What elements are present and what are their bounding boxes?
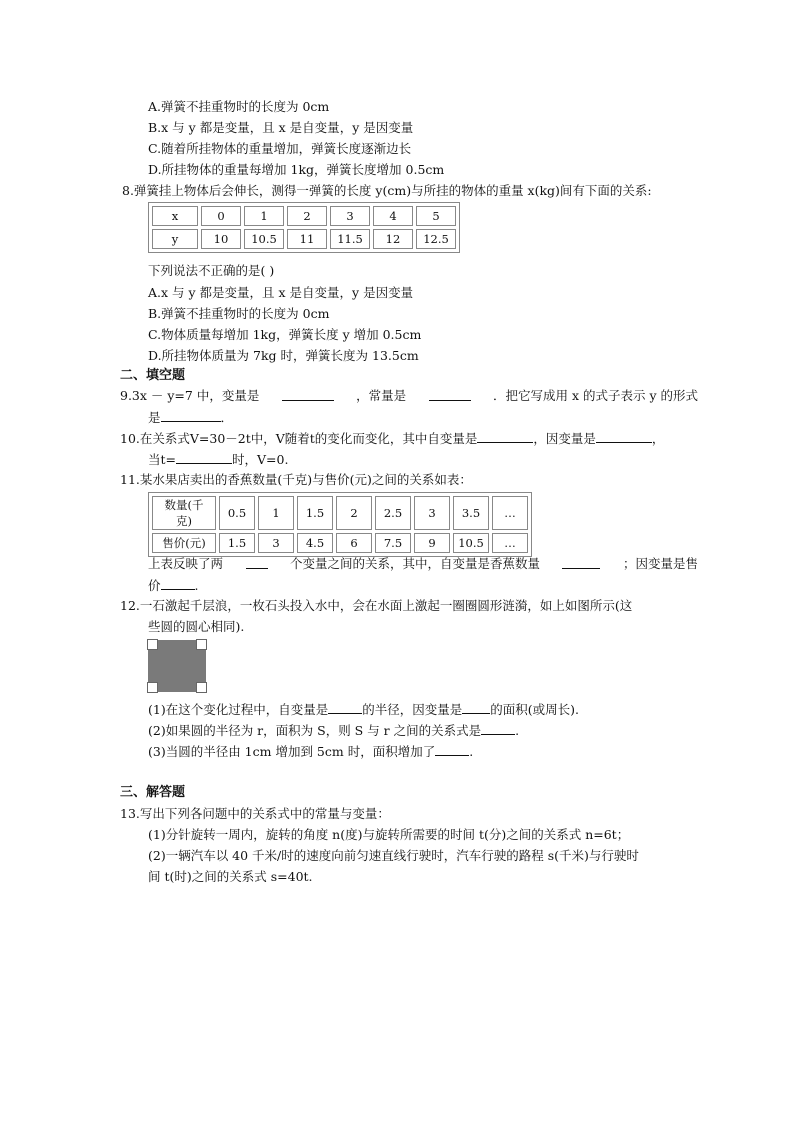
q9-text: 9.3x － y=7 中，变量是 xyxy=(120,388,260,403)
q10-line1 xyxy=(120,429,664,448)
q11-table xyxy=(148,492,532,557)
q12-stem-line2: 些圆的圆心相同). xyxy=(148,619,245,634)
q13-stem: 13.写出下列各问题中的关系式中的常量与变量： xyxy=(120,806,390,821)
table-cell: y xyxy=(152,229,198,249)
answer-blank xyxy=(176,450,232,464)
q11-stem: 11.某水果店卖出的香蕉数量(千克)与售价(元)之间的关系如表： xyxy=(120,472,472,487)
q12-sub2 xyxy=(148,721,519,740)
table-cell: 11 xyxy=(287,229,327,249)
table-cell: 2.5 xyxy=(375,496,411,530)
q11-line2 xyxy=(148,576,199,595)
q11-line1 xyxy=(148,555,698,573)
q12-text: (2)如果圆的半径为 r，面积为 S，则 S 与 r 之间的关系式是 xyxy=(148,723,482,738)
table-cell: 10.5 xyxy=(244,229,284,249)
q11-text: ；因变量是售 xyxy=(622,556,698,571)
table-cell: 售价(元) xyxy=(152,533,216,553)
q9-text: ． xyxy=(220,410,234,425)
answer-blank xyxy=(562,555,600,569)
table-cell: 3 xyxy=(414,496,450,530)
table-cell: 4 xyxy=(373,206,413,226)
q12-text: (3)当圆的半径由 1cm 增加到 5cm 时，面积增加了 xyxy=(148,744,436,759)
q12-text: . xyxy=(469,744,474,759)
q13-sub1: (1)分针旋转一周内，旋转的角度 n(度)与旋转所需要的时间 t(分)之间的关系式 n=6t； xyxy=(148,827,630,842)
q12-sub1 xyxy=(148,700,579,719)
table-cell: 2 xyxy=(287,206,327,226)
answer-blank xyxy=(282,387,334,401)
answer-blank xyxy=(481,721,515,735)
figure-corner xyxy=(196,639,207,650)
table-cell: 1 xyxy=(258,496,294,530)
q7-option-a: A.弹簧不挂重物时的长度为 0cm xyxy=(148,99,330,114)
section-title-answer: 三、解答题 xyxy=(120,785,186,800)
table-cell: 12 xyxy=(373,229,413,249)
q11-text: 价 xyxy=(148,578,161,593)
q9-text: 是 xyxy=(148,410,161,425)
table-cell: 1.5 xyxy=(219,533,255,553)
table-cell: 10.5 xyxy=(453,533,489,553)
table-cell: 7.5 xyxy=(375,533,411,553)
q10-text: 10.在关系式V=30－2t中，V随着t的变化而变化，其中自变量是 xyxy=(120,431,478,446)
q10-line2 xyxy=(148,450,288,469)
table-row xyxy=(152,206,456,226)
table-cell: 3.5 xyxy=(453,496,489,530)
table-cell: 1 xyxy=(244,206,284,226)
q8-question: 下列说法不正确的是( ) xyxy=(148,263,275,278)
q9-text: ．把它写成用 x 的式子表示 y 的形式 xyxy=(492,388,698,403)
figure-corner xyxy=(147,682,158,693)
q8-table xyxy=(148,202,460,253)
q11-text: 上表反映了两 xyxy=(148,556,224,571)
table-cell: … xyxy=(492,496,528,530)
q10-text: 时，V=0. xyxy=(232,452,289,467)
table-cell: 2 xyxy=(336,496,372,530)
table-cell: 10 xyxy=(201,229,241,249)
q12-sub3 xyxy=(148,742,473,761)
q8-option-c: C.物体质量每增加 1kg，弹簧长度 y 增加 0.5cm xyxy=(148,327,422,342)
q9-line1 xyxy=(120,387,698,405)
q7-option-b: B.x 与 y 都是变量，且 x 是自变量，y 是因变量 xyxy=(148,120,414,135)
q8-stem: 8.弹簧挂上物体后会伸长，测得一弹簧的长度 y(cm)与所挂的物体的重量 x(kg)间有下面的关系: xyxy=(122,183,652,198)
table-cell: 5 xyxy=(416,206,456,226)
q7-option-d: D.所挂物体的重量每增加 1kg，弹簧长度增加 0.5cm xyxy=(148,162,445,177)
table-cell: 3 xyxy=(330,206,370,226)
q12-text: . xyxy=(515,723,520,738)
q10-text: ， xyxy=(651,431,665,446)
table-cell: 11.5 xyxy=(330,229,370,249)
figure-corner xyxy=(147,639,158,650)
answer-blank xyxy=(435,742,469,756)
figure-corner xyxy=(196,682,207,693)
q11-text: . xyxy=(194,578,199,593)
answer-blank xyxy=(596,429,652,443)
ripple-figure xyxy=(148,640,206,692)
q8-option-a: A.x 与 y 都是变量，且 x 是自变量，y 是因变量 xyxy=(148,285,414,300)
table-cell: 9 xyxy=(414,533,450,553)
table-cell: 3 xyxy=(258,533,294,553)
q12-stem-line1: 12.一石激起千层浪，一枚石头投入水中，会在水面上激起一圈圈圆形涟漪，如上如图所示(这 xyxy=(120,598,633,613)
answer-blank xyxy=(477,429,533,443)
table-row xyxy=(152,496,528,530)
table-cell: 6 xyxy=(336,533,372,553)
section-title-fill-in: 二、填空题 xyxy=(120,368,186,383)
answer-blank xyxy=(161,408,221,422)
q9-line2 xyxy=(148,408,233,427)
answer-blank xyxy=(246,555,268,569)
q10-text: ，因变量是 xyxy=(533,431,596,446)
q8-option-b: B.弹簧不挂重物时的长度为 0cm xyxy=(148,306,330,321)
q12-text: 的半径，因变量是 xyxy=(362,702,463,717)
answer-blank xyxy=(161,576,195,590)
answer-blank xyxy=(328,700,362,714)
q12-text: 的面积(或周长). xyxy=(490,702,579,717)
q13-sub2-line2: 间 t(时)之间的关系式 s=40t. xyxy=(148,869,313,884)
answer-blank xyxy=(429,387,471,401)
table-cell: x xyxy=(152,206,198,226)
table-cell: 12.5 xyxy=(416,229,456,249)
table-row xyxy=(152,229,456,249)
q13-sub2-line1: (2)一辆汽车以 40 千米/时的速度向前匀速直线行驶时，汽车行驶的路程 s(千米)与行驶时 xyxy=(148,848,639,863)
table-cell: 数量(千克) xyxy=(152,496,216,530)
table-cell: 0.5 xyxy=(219,496,255,530)
table-cell: … xyxy=(492,533,528,553)
q12-text: (1)在这个变化过程中，自变量是 xyxy=(148,702,329,717)
q7-option-c: C.随着所挂物体的重量增加，弹簧长度逐渐边长 xyxy=(148,141,412,156)
table-cell: 4.5 xyxy=(297,533,333,553)
q8-option-d: D.所挂物体质量为 7kg 时，弹簧长度为 13.5cm xyxy=(148,348,419,363)
table-row xyxy=(152,533,528,553)
table-cell: 1.5 xyxy=(297,496,333,530)
q10-text: 当t= xyxy=(148,452,176,467)
answer-blank xyxy=(462,700,490,714)
table-cell: 0 xyxy=(201,206,241,226)
q9-text: ，常量是 xyxy=(356,388,407,403)
q11-text: 个变量之间的关系，其中，自变量是香蕉数量 xyxy=(289,556,540,571)
